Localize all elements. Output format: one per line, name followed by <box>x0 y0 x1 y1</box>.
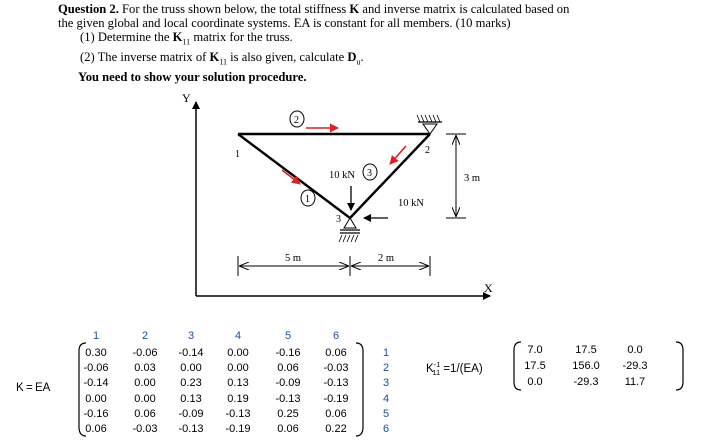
roller-support-node-3 <box>339 218 360 242</box>
inverse-cell: 0.0 <box>527 376 543 388</box>
inverse-right-bracket <box>676 342 683 390</box>
question-procedure: You need to show your solution procedure. <box>78 69 307 84</box>
inverse-cell: -29.3 <box>622 360 648 372</box>
inverse-cell: 156.0 <box>572 360 600 372</box>
pin-support-node-2 <box>417 115 442 134</box>
stiffness-cell: -0.03 <box>323 362 349 374</box>
stiffness-cell: -0.13 <box>323 377 349 389</box>
axis-x-label: X <box>484 281 493 295</box>
dimension-left-label: 5 m <box>285 253 302 264</box>
stiffness-cell: -0.13 <box>275 393 301 405</box>
stiffness-cell: 0.00 <box>227 362 249 374</box>
question-item-1: (1) Determine the $K_{11}$ matrix for the truss. <box>80 30 293 47</box>
inverse-cell: 17.5 <box>575 344 597 356</box>
stiffness-cell: -0.03 <box>132 423 158 435</box>
stiffness-cell: -0.19 <box>225 423 251 435</box>
col-header: 3 <box>187 330 195 342</box>
stiffness-cell: 0.00 <box>180 362 202 374</box>
node-3-label: 3 <box>336 214 341 225</box>
stiffness-cell: 0.06 <box>325 408 347 420</box>
col-header: 2 <box>141 330 149 342</box>
dimension-width <box>238 256 430 276</box>
row-header: 1 <box>383 347 390 359</box>
stiffness-cell: -0.14 <box>178 347 204 359</box>
stiffness-cell: 0.00 <box>85 393 107 405</box>
dimension-height <box>446 134 466 218</box>
member-2-label <box>290 111 304 127</box>
inverse-cell: -29.3 <box>573 376 599 388</box>
inverse-label: $K^{-1}_{11} =1/(EA)$ <box>426 360 483 378</box>
stiffness-cell: 0.06 <box>277 423 299 435</box>
axis-y-label: Y <box>182 91 191 105</box>
question-line-2: the given global and local coordinate systems. EA is constant for all members. (10 marks) <box>58 16 511 31</box>
stiffness-cell: 0.22 <box>325 423 347 435</box>
col-header: 6 <box>332 330 340 342</box>
stiffness-cell: 0.30 <box>85 347 107 359</box>
stiffness-cell: -0.14 <box>83 377 109 389</box>
stiffness-cell: 0.03 <box>134 362 156 374</box>
stiffness-cell: 0.06 <box>277 362 299 374</box>
member-1-label <box>301 190 315 206</box>
stiffness-cell: 0.00 <box>134 393 156 405</box>
load-horizontal-label: 10 kN <box>398 198 424 209</box>
inverse-cell: 7.0 <box>527 344 543 356</box>
row-header: 3 <box>383 377 390 389</box>
stiffness-cell: 0.00 <box>134 377 156 389</box>
svg-text:1: 1 <box>305 194 310 205</box>
stiffness-cell: 0.19 <box>227 393 249 405</box>
stiffness-cell: 0.13 <box>180 393 202 405</box>
svg-text:3: 3 <box>367 168 372 179</box>
row-header: 2 <box>383 362 390 374</box>
question-item-2: (2) The inverse matrix of $K_{11}$ is also given, calculate $D_u$. <box>80 50 364 67</box>
stiffness-label: K = EA <box>16 382 51 394</box>
stiffness-cell: -0.16 <box>275 347 301 359</box>
question-line-1: Question 2. For the truss shown below, the total stiffness K and inverse matrix is calculated based on <box>58 2 570 16</box>
stiffness-cell: 0.25 <box>277 408 299 420</box>
stiffness-cell: 0.06 <box>85 423 107 435</box>
stiffness-cell: -0.09 <box>275 377 301 389</box>
row-header: 4 <box>383 393 390 405</box>
stiffness-cell: 0.06 <box>134 408 156 420</box>
col-header: 5 <box>284 330 292 342</box>
stiffness-cell: -0.16 <box>83 408 109 420</box>
stiffness-cell: -0.13 <box>178 423 204 435</box>
stiffness-cell: 0.06 <box>325 347 347 359</box>
node-1-label: 1 <box>235 149 240 160</box>
stiffness-cell: 0.23 <box>180 377 202 389</box>
stiffness-cell: 0.00 <box>227 347 249 359</box>
row-header: 5 <box>383 408 390 420</box>
row-header: 6 <box>383 423 390 435</box>
stiffness-cell: -0.09 <box>178 408 204 420</box>
svg-text:2: 2 <box>294 115 299 126</box>
stiffness-cell: -0.13 <box>225 408 251 420</box>
col-header: 4 <box>234 330 242 342</box>
stiffness-cell: -0.06 <box>132 347 158 359</box>
stiffness-cell: 0.13 <box>227 377 249 389</box>
member-3-label <box>363 164 377 180</box>
stiffness-cell: -0.06 <box>83 362 109 374</box>
inverse-cell: 11.7 <box>624 376 646 388</box>
inverse-cell: 0.0 <box>627 344 643 356</box>
load-vertical-label: 10 kN <box>329 170 355 181</box>
stiffness-cell: -0.19 <box>323 393 349 405</box>
dimension-right-label: 2 m <box>378 253 395 264</box>
inverse-cell: 17.5 <box>524 360 546 372</box>
col-header: 1 <box>92 330 100 342</box>
dimension-height-label: 3 m <box>464 173 481 184</box>
node-2-label: 2 <box>425 145 430 156</box>
